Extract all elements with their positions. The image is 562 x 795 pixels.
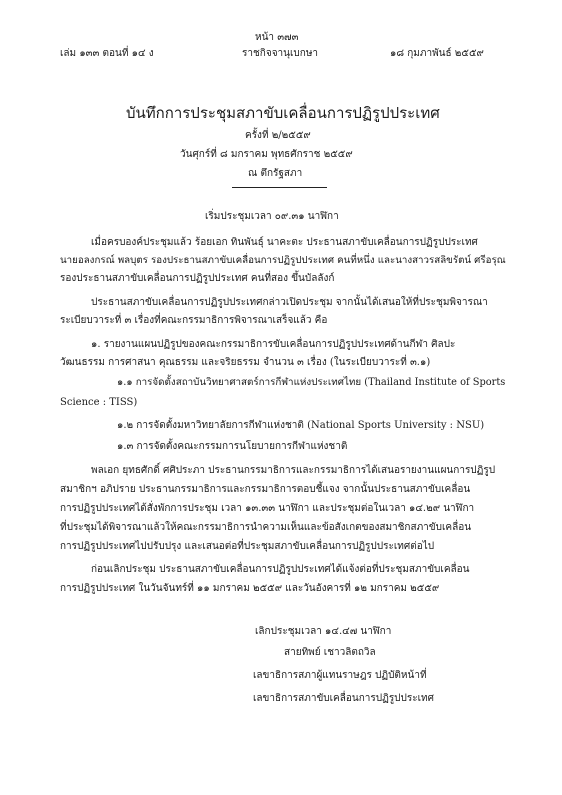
start-time: เริ่มประชุมเวลา ๐๙.๓๑ นาฬิกา	[205, 211, 339, 222]
meeting-location: ณ ตึกรัฐสภา	[248, 168, 303, 179]
agenda-subitem: ๑.๑ การจัดตั้งสถาบันวิทยาศาสตร์การกีฬาแห่งประเทศไทย (Thailand Institute of Sports	[117, 377, 506, 388]
paragraph-line: เมื่อครบองค์ประชุมแล้ว ร้อยเอก ทินพันธุ์ นาคะตะ ประธานสภาขับเคลื่อนการปฏิรูปประเทศ	[91, 237, 478, 248]
paragraph-line: พลเอก ยุทธศักดิ์ ศศิประภา ประธานกรรมาธิการและกรรมาธิการได้เสนอรายงานแผนการปฏิรูป	[91, 465, 496, 476]
gazette-name: ราชกิจจานุเบกษา	[242, 48, 319, 59]
paragraph-line: ระเบียบวาระที่ ๓ เรื่องที่คณะกรรมาธิการพิจารณาเสร็จแล้ว คือ	[60, 315, 328, 326]
agenda-subitem: ๑.๓ การจัดตั้งคณะกรรมการนโยบายการกีฬาแห่งชาติ	[117, 441, 348, 452]
agenda-item: ๑. รายงานแผนปฏิรูปของคณะกรรมาธิการขับเคลื่อนการปฏิรูปประเทศด้านกีฬา ศิลปะ	[91, 339, 456, 350]
document-title: บันทึกการประชุมสภาขับเคลื่อนการปฏิรูปประเทศ	[126, 104, 440, 122]
title-divider	[232, 187, 327, 188]
page-number: หน้า ๓๗๓	[255, 32, 299, 43]
paragraph-line: ประธานสภาขับเคลื่อนการปฏิรูปประเทศกล่าวเปิดประชุม จากนั้นได้เสนอให้ที่ประชุมพิจารณา	[91, 297, 488, 308]
paragraph-line: นายอลงกรณ์ พลบุตร รองประธานสภาขับเคลื่อนการปฏิรูปประเทศ คนที่หนึ่ง และนางสาวรสลิขรัตน์ ศรีอรุณ	[60, 255, 506, 266]
signer-name: สายทิพย์ เชาวลิตถวิล	[284, 647, 376, 658]
agenda-item: วัฒนธรรม การศาสนา คุณธรรม และจริยธรรม จำนวน ๓ เรื่อง (ในระเบียบวาระที่ ๓.๑)	[60, 357, 431, 368]
end-time: เลิกประชุมเวลา ๑๔.๔๗ นาฬิกา	[255, 626, 392, 637]
agenda-subitem: Science : TISS)	[60, 397, 138, 408]
paragraph-line: รองประธานสภาขับเคลื่อนการปฏิรูปประเทศ คนที่สอง ขึ้นบัลลังก์	[60, 273, 335, 284]
paragraph-line: การปฏิรูปประเทศไปปรับปรุง และเสนอต่อที่ประชุมสภาขับเคลื่อนการปฏิรูปประเทศต่อไป	[60, 541, 435, 552]
paragraph-line: ก่อนเลิกประชุม ประธานสภาขับเคลื่อนการปฏิรูปประเทศได้แจ้งต่อที่ประชุมสภาขับเคลื่อน	[91, 564, 470, 575]
signer-title: เลขาธิการสภาผู้แทนราษฎร ปฏิบัติหน้าที่	[253, 670, 427, 681]
paragraph-line: การปฏิรูปประเทศได้สั่งพักการประชุม เวลา ๑๓.๓๓ นาฬิกา และประชุมต่อในเวลา ๑๔.๒๙ นาฬิกา	[60, 503, 475, 514]
paragraph-line: ที่ประชุมได้พิจารณาแล้วให้คณะกรรมาธิการนำความเห็นและข้อสังเกตของสมาชิกสภาขับเคลื่อน	[60, 522, 472, 533]
paragraph-line: การปฏิรูปประเทศ ในวันจันทร์ที่ ๑๑ มกราคม ๒๕๕๙ และวันอังคารที่ ๑๒ มกราคม ๒๕๕๙	[60, 583, 440, 594]
gazette-volume: เล่ม ๑๓๓ ตอนที่ ๑๔ ง	[60, 48, 154, 59]
gazette-date: ๑๘ กุมภาพันธ์ ๒๕๕๙	[390, 48, 484, 59]
session-number: ครั้งที่ ๒/๒๕๕๙	[245, 130, 311, 141]
signer-title: เลขาธิการสภาขับเคลื่อนการปฏิรูปประเทศ	[253, 693, 434, 704]
agenda-subitem: ๑.๒ การจัดตั้งมหาวิทยาลัยการกีฬาแห่งชาติ (National Sports University : NSU)	[117, 420, 485, 431]
meeting-date: วันศุกร์ที่ ๘ มกราคม พุทธศักราช ๒๕๕๙	[180, 149, 353, 160]
paragraph-line: สมาชิกฯ อภิปราย ประธานกรรมาธิการและกรรมาธิการตอบชี้แจง จากนั้นประธานสภาขับเคลื่อน	[60, 484, 471, 495]
